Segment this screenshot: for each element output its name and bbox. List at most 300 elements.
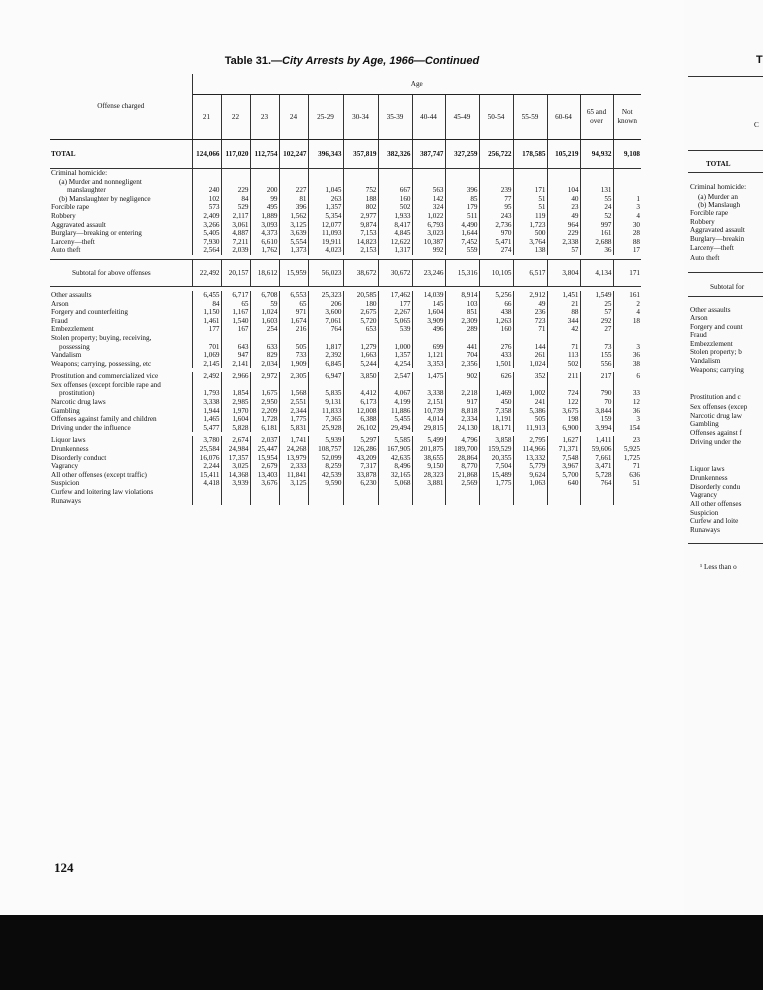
value-cell: 7,358: [479, 407, 513, 416]
facing-page-text: Aggravated assault: [690, 226, 745, 234]
value-cell: 2,267: [378, 308, 412, 317]
value-cell: 3,023: [412, 229, 445, 238]
value-cell: 29,494: [378, 424, 412, 433]
value-cell: 5,354: [308, 212, 343, 221]
value-cell: 3,909: [412, 317, 445, 326]
facing-page-text: Curfew and loite: [690, 517, 739, 525]
value-cell: 274: [479, 246, 513, 255]
table-row: [50, 308, 641, 317]
value-cell: 3,061: [221, 221, 250, 230]
column-header: 24: [279, 95, 308, 140]
value-cell: 2,736: [479, 221, 513, 230]
value-cell: 7,365: [308, 415, 343, 424]
value-cell: 3,675: [547, 407, 580, 416]
value-cell: 138: [513, 246, 547, 255]
value-cell: 2,218: [445, 389, 479, 398]
value-cell: 1,373: [279, 246, 308, 255]
value-cell: [445, 497, 479, 506]
value-cell: 5,068: [378, 479, 412, 488]
value-cell: 5,477: [192, 424, 221, 433]
value-cell: 6,230: [343, 479, 378, 488]
value-cell: [221, 381, 250, 390]
value-cell: 2,141: [221, 360, 250, 369]
offense-label: Embezzlement: [51, 325, 94, 334]
value-cell: [479, 381, 513, 390]
value-cell: 633: [250, 343, 279, 352]
value-cell: 496: [412, 325, 445, 334]
value-cell: 3,881: [412, 479, 445, 488]
value-cell: 30: [613, 221, 641, 230]
value-cell: 145: [412, 300, 445, 309]
value-cell: 2,244: [192, 462, 221, 471]
value-cell: 382,326: [378, 140, 412, 169]
value-cell: 19,911: [308, 238, 343, 247]
value-cell: 3,600: [308, 308, 343, 317]
value-cell: 7,317: [343, 462, 378, 471]
value-cell: 559: [445, 246, 479, 255]
value-cell: 1,604: [412, 308, 445, 317]
offense-label: Vandalism: [51, 351, 82, 360]
value-cell: 27: [580, 325, 613, 334]
value-cell: 5,297: [343, 436, 378, 445]
table-row: [50, 445, 641, 454]
column-header: 22: [221, 95, 250, 140]
value-cell: 704: [445, 351, 479, 360]
value-cell: 8,496: [378, 462, 412, 471]
table-row: [50, 471, 641, 480]
value-cell: 511: [445, 212, 479, 221]
value-cell: 352: [513, 372, 547, 381]
value-cell: 5,499: [412, 436, 445, 445]
value-cell: 1,045: [308, 186, 343, 195]
table-row: [50, 381, 641, 390]
value-cell: 2,547: [378, 372, 412, 381]
column-header: 60-64: [547, 95, 580, 140]
value-cell: 2,338: [547, 238, 580, 247]
table-row: [50, 186, 641, 195]
value-cell: 22,492: [192, 259, 221, 286]
value-cell: 26,102: [343, 424, 378, 433]
value-cell: 4,412: [343, 389, 378, 398]
value-cell: 2,344: [279, 407, 308, 416]
value-cell: 14,368: [221, 471, 250, 480]
facing-rule: [688, 296, 763, 297]
value-cell: 229: [547, 229, 580, 238]
value-cell: 126,286: [343, 445, 378, 454]
value-cell: [445, 381, 479, 390]
value-cell: 1,775: [479, 479, 513, 488]
value-cell: 6,181: [250, 424, 279, 433]
value-cell: 2,564: [192, 246, 221, 255]
value-cell: 324: [412, 203, 445, 212]
value-cell: 160: [378, 195, 412, 204]
value-cell: 6,173: [343, 398, 378, 407]
value-cell: [479, 497, 513, 506]
value-cell: 2,985: [221, 398, 250, 407]
value-cell: 6,517: [513, 259, 547, 286]
value-cell: 653: [343, 325, 378, 334]
value-cell: 24,268: [279, 445, 308, 454]
offense-label: All other offenses (except traffic): [51, 470, 147, 479]
value-cell: 502: [547, 360, 580, 369]
value-cell: 38,672: [343, 259, 378, 286]
value-cell: 396: [445, 186, 479, 195]
value-cell: [513, 497, 547, 506]
value-cell: 387,747: [412, 140, 445, 169]
value-cell: 56,023: [308, 259, 343, 286]
value-cell: 55: [580, 195, 613, 204]
value-cell: 171: [613, 259, 641, 286]
value-cell: 4,796: [445, 436, 479, 445]
value-cell: 7,548: [547, 454, 580, 463]
value-cell: 119: [513, 212, 547, 221]
offense-label: Larceny—theft: [51, 237, 95, 246]
value-cell: 396,343: [308, 140, 343, 169]
table-row: [50, 497, 641, 506]
value-cell: 15,489: [479, 471, 513, 480]
table-row: [50, 389, 641, 398]
value-cell: 13,332: [513, 454, 547, 463]
value-cell: 8,770: [445, 462, 479, 471]
value-cell: 33,878: [343, 471, 378, 480]
value-cell: 4: [613, 308, 641, 317]
facing-page-text: Offenses against f: [690, 429, 742, 437]
column-header: 35-39: [378, 95, 412, 140]
value-cell: [279, 169, 308, 178]
value-cell: 5,455: [378, 415, 412, 424]
value-cell: 241: [513, 398, 547, 407]
value-cell: 5,700: [547, 471, 580, 480]
value-cell: [192, 169, 221, 178]
value-cell: 1,663: [343, 351, 378, 360]
value-cell: 15,316: [445, 259, 479, 286]
value-cell: [547, 178, 580, 187]
value-cell: 3,939: [221, 479, 250, 488]
value-cell: 14,039: [412, 291, 445, 300]
value-cell: 8,914: [445, 291, 479, 300]
offense-label: Burglary—breaking or entering: [51, 229, 142, 238]
value-cell: 1,121: [412, 351, 445, 360]
facing-page-text: Larceny—theft: [690, 244, 734, 252]
value-cell: 12: [613, 398, 641, 407]
value-cell: 6: [613, 372, 641, 381]
value-cell: 25,323: [308, 291, 343, 300]
offense-label: TOTAL: [50, 140, 192, 169]
value-cell: 5,386: [513, 407, 547, 416]
value-cell: 724: [547, 389, 580, 398]
offense-label: Auto theft: [51, 246, 81, 255]
value-cell: 2,950: [250, 398, 279, 407]
value-cell: 18,612: [250, 259, 279, 286]
table-row: [50, 212, 641, 221]
value-cell: 112,754: [250, 140, 279, 169]
value-cell: 25: [580, 300, 613, 309]
value-cell: 70: [580, 398, 613, 407]
value-cell: [513, 334, 547, 343]
value-cell: 1,475: [412, 372, 445, 381]
value-cell: 802: [343, 203, 378, 212]
value-cell: 344: [547, 317, 580, 326]
value-cell: [613, 488, 641, 497]
value-cell: [445, 488, 479, 497]
offense-header: Offense charged: [50, 74, 192, 140]
facing-page-text: Prostitution and c: [690, 393, 741, 401]
value-cell: [445, 178, 479, 187]
value-cell: 201,875: [412, 445, 445, 454]
value-cell: 105,219: [547, 140, 580, 169]
value-cell: [613, 178, 641, 187]
facing-page-text: Subtotal for: [710, 283, 745, 291]
value-cell: 764: [308, 325, 343, 334]
value-cell: [308, 169, 343, 178]
table-row: [50, 415, 641, 424]
value-cell: [250, 169, 279, 178]
offense-label: Forcible rape: [51, 203, 90, 212]
value-cell: 17: [613, 246, 641, 255]
facing-page-text: Fraud: [690, 331, 707, 339]
value-cell: 21,868: [445, 471, 479, 480]
value-cell: [547, 334, 580, 343]
value-cell: 33: [613, 389, 641, 398]
value-cell: [479, 488, 513, 497]
value-cell: 3,858: [479, 436, 513, 445]
value-cell: 6,717: [221, 291, 250, 300]
value-cell: [412, 178, 445, 187]
offense-label: prostitution): [59, 389, 95, 398]
value-cell: 113: [547, 351, 580, 360]
column-header: 21: [192, 95, 221, 140]
value-cell: 59: [250, 300, 279, 309]
value-cell: 71: [513, 325, 547, 334]
value-cell: 636: [613, 471, 641, 480]
value-cell: 42: [547, 325, 580, 334]
value-cell: 256,722: [479, 140, 513, 169]
offense-label: Aggravated assault: [51, 220, 106, 229]
value-cell: 17,462: [378, 291, 412, 300]
value-cell: 84: [192, 300, 221, 309]
value-cell: 1,604: [221, 415, 250, 424]
value-cell: 18,171: [479, 424, 513, 433]
value-cell: 3,850: [343, 372, 378, 381]
value-cell: 1,317: [378, 246, 412, 255]
value-cell: 65: [279, 300, 308, 309]
offense-label: Forgery and counterfeiting: [51, 308, 128, 317]
value-cell: 178,585: [513, 140, 547, 169]
value-cell: [308, 334, 343, 343]
value-cell: 40: [547, 195, 580, 204]
value-cell: 2: [613, 300, 641, 309]
value-cell: 8,417: [378, 221, 412, 230]
value-cell: 5,256: [479, 291, 513, 300]
column-header: 45-49: [445, 95, 479, 140]
value-cell: 6,845: [308, 360, 343, 369]
value-cell: 505: [513, 415, 547, 424]
offense-label: possessing: [59, 342, 90, 351]
facing-column-fragment: C: [754, 121, 759, 129]
value-cell: 4,067: [378, 389, 412, 398]
value-cell: 1,411: [580, 436, 613, 445]
value-cell: 1,263: [479, 317, 513, 326]
total-row: [50, 140, 641, 169]
value-cell: [308, 497, 343, 506]
value-cell: 167: [221, 325, 250, 334]
value-cell: 73: [580, 343, 613, 352]
value-cell: 161: [613, 291, 641, 300]
value-cell: 84: [221, 195, 250, 204]
value-cell: 8,259: [308, 462, 343, 471]
value-cell: 276: [479, 343, 513, 352]
value-cell: 8,818: [445, 407, 479, 416]
value-cell: 5,720: [343, 317, 378, 326]
facing-page-text: Suspicion: [690, 509, 719, 517]
facing-page-text: Other assaults: [690, 306, 731, 314]
value-cell: 23: [547, 203, 580, 212]
value-cell: 12,077: [308, 221, 343, 230]
value-cell: 4,373: [250, 229, 279, 238]
scan-border: [0, 915, 763, 990]
value-cell: 117,020: [221, 140, 250, 169]
value-cell: 71,371: [547, 445, 580, 454]
value-cell: 1,150: [192, 308, 221, 317]
value-cell: 254: [250, 325, 279, 334]
value-cell: 9,150: [412, 462, 445, 471]
value-cell: [547, 497, 580, 506]
value-cell: 2,145: [192, 360, 221, 369]
value-cell: [513, 178, 547, 187]
value-cell: 3,266: [192, 221, 221, 230]
value-cell: 4,490: [445, 221, 479, 230]
value-cell: 1,451: [547, 291, 580, 300]
value-cell: 505: [279, 343, 308, 352]
age-header: Age: [192, 74, 641, 95]
value-cell: 5,244: [343, 360, 378, 369]
value-cell: 11,841: [279, 471, 308, 480]
value-cell: 289: [445, 325, 479, 334]
value-cell: 1,562: [279, 212, 308, 221]
value-cell: [221, 497, 250, 506]
offense-label: Suspicion: [51, 479, 80, 488]
value-cell: 5,554: [279, 238, 308, 247]
value-cell: [221, 169, 250, 178]
value-cell: 752: [343, 186, 378, 195]
value-cell: 71: [613, 462, 641, 471]
value-cell: 3,025: [221, 462, 250, 471]
value-cell: 15,959: [279, 259, 308, 286]
table-row: [50, 479, 641, 488]
value-cell: 103: [445, 300, 479, 309]
value-cell: 3,338: [412, 389, 445, 398]
value-cell: 3,639: [279, 229, 308, 238]
value-cell: [613, 334, 641, 343]
value-cell: 38: [613, 360, 641, 369]
title-italic: City Arrests by Age, 1966—Continued: [282, 55, 480, 67]
value-cell: [580, 497, 613, 506]
value-cell: 30,672: [378, 259, 412, 286]
value-cell: 85: [445, 195, 479, 204]
value-cell: 57: [547, 246, 580, 255]
facing-page-text: Embezzlement: [690, 340, 733, 348]
value-cell: 5,828: [221, 424, 250, 433]
value-cell: 14,823: [343, 238, 378, 247]
column-header: Not known: [613, 95, 641, 140]
facing-page-text: Narcotic drug law: [690, 412, 742, 420]
value-cell: 1,725: [613, 454, 641, 463]
value-cell: 6,900: [547, 424, 580, 433]
value-cell: [192, 488, 221, 497]
value-cell: [221, 178, 250, 187]
value-cell: 88: [613, 238, 641, 247]
facing-rule: [688, 76, 763, 77]
value-cell: 52: [580, 212, 613, 221]
value-cell: 21: [547, 300, 580, 309]
table-body: [50, 140, 641, 506]
value-cell: 23,246: [412, 259, 445, 286]
value-cell: [250, 334, 279, 343]
value-cell: 102,247: [279, 140, 308, 169]
value-cell: 971: [279, 308, 308, 317]
value-cell: 2,679: [250, 462, 279, 471]
value-cell: 1,793: [192, 389, 221, 398]
value-cell: 1,728: [250, 415, 279, 424]
value-cell: 217: [580, 372, 613, 381]
value-cell: 529: [221, 203, 250, 212]
value-cell: 3,125: [279, 479, 308, 488]
value-cell: 43,209: [343, 454, 378, 463]
value-cell: 2,977: [343, 212, 378, 221]
value-cell: [279, 497, 308, 506]
value-cell: 1,970: [221, 407, 250, 416]
value-cell: [192, 334, 221, 343]
facing-page-text: Stolen property; b: [690, 348, 742, 356]
value-cell: 216: [279, 325, 308, 334]
column-header: 23: [250, 95, 279, 140]
value-cell: 495: [250, 203, 279, 212]
value-cell: [221, 334, 250, 343]
value-cell: 3,780: [192, 436, 221, 445]
table-row: [50, 407, 641, 416]
value-cell: 142: [412, 195, 445, 204]
value-cell: 12,622: [378, 238, 412, 247]
value-cell: 7,504: [479, 462, 513, 471]
value-cell: 450: [479, 398, 513, 407]
offense-label: manslaughter: [67, 186, 106, 195]
facing-rule: [688, 150, 763, 151]
column-header: 25-29: [308, 95, 343, 140]
facing-page-text: Liquor laws: [690, 465, 725, 473]
offense-label: Offenses against family and children: [51, 415, 157, 424]
value-cell: 292: [580, 317, 613, 326]
value-cell: [192, 381, 221, 390]
value-cell: 52,099: [308, 454, 343, 463]
value-cell: [513, 488, 547, 497]
offense-label: Vagrancy: [51, 462, 79, 471]
value-cell: 433: [479, 351, 513, 360]
value-cell: 4: [613, 212, 641, 221]
value-cell: 159,529: [479, 445, 513, 454]
value-cell: 3,338: [192, 398, 221, 407]
value-cell: [343, 497, 378, 506]
value-cell: 4,845: [378, 229, 412, 238]
value-cell: 28: [613, 229, 641, 238]
value-cell: 4,134: [580, 259, 613, 286]
value-cell: 1,933: [378, 212, 412, 221]
facing-page-fragment: [684, 0, 763, 915]
value-cell: 2,966: [221, 372, 250, 381]
value-cell: 5,585: [378, 436, 412, 445]
title-prefix: Table 31.—: [224, 55, 283, 67]
value-cell: 51: [513, 203, 547, 212]
value-cell: 1,775: [279, 415, 308, 424]
